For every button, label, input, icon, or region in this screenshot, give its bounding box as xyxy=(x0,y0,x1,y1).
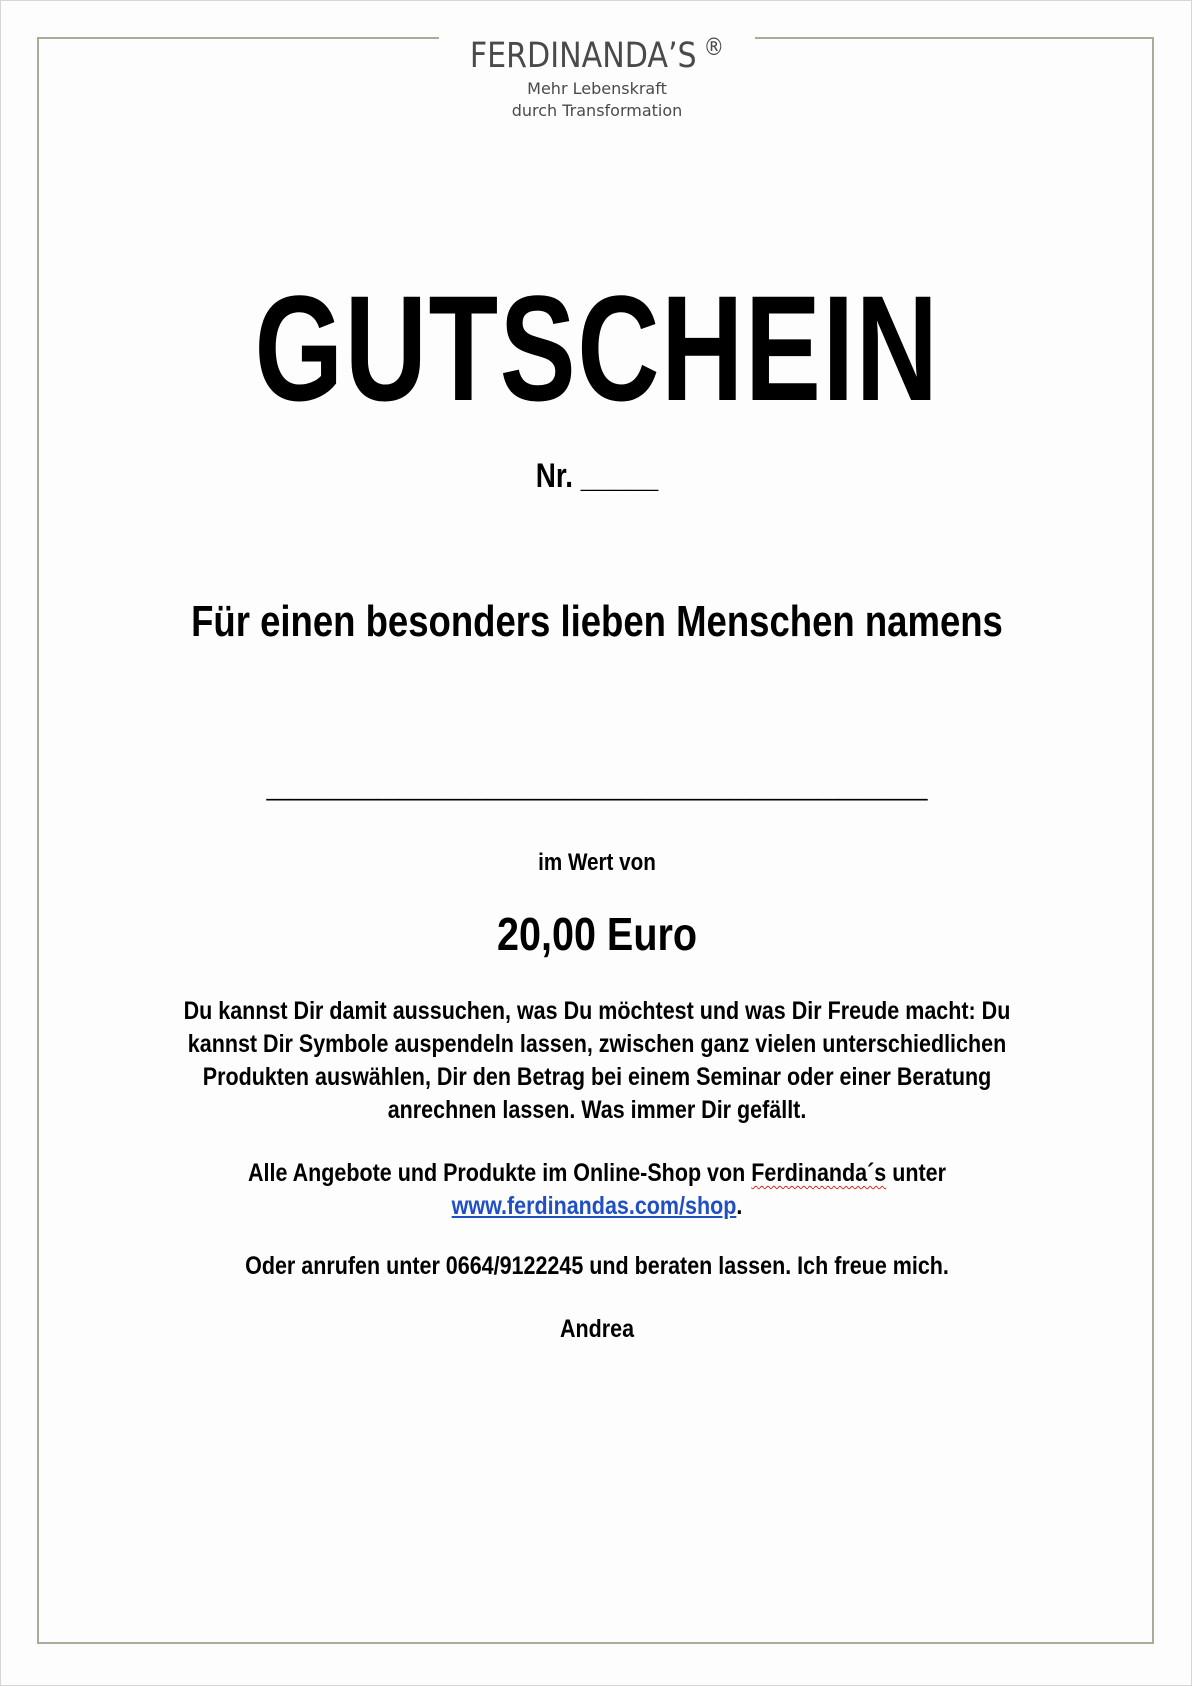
description-paragraph xyxy=(84,995,1109,1127)
logo-title xyxy=(461,25,733,78)
voucher-number-field: Nr. _____ xyxy=(535,457,659,495)
shop-text-prefix: Alle Angebote und Produkte im Online-Shop von xyxy=(247,1159,752,1187)
description-line: Du kannst Dir damit aussuchen, was Du möchtest und was Dir Freude macht: Du xyxy=(183,997,1011,1025)
shop-text-suffix: unter xyxy=(886,1159,946,1187)
voucher-title: GUTSCHEIN xyxy=(254,264,940,432)
logo-brand: FERDINANDA’S xyxy=(469,36,697,76)
shop-line xyxy=(84,1157,1109,1190)
description-line: kannst Dir Symbole auspendeln lassen, zwischen ganz vielen unterschiedlichen xyxy=(187,1030,1007,1058)
recipient-name-line: ______________________________ xyxy=(266,756,928,805)
link-period: . xyxy=(736,1192,743,1220)
registered-mark: ® xyxy=(703,33,725,61)
logo-tagline-1: Mehr Lebenskraft xyxy=(527,79,667,98)
shop-link-line xyxy=(84,1190,1109,1223)
description-line: Produkten auswählen, Dir den Betrag bei einem Seminar oder einer Beratung xyxy=(202,1063,992,1091)
brand-logo xyxy=(439,23,755,122)
signature: Andrea xyxy=(559,1315,635,1343)
description-line: anrechnen lassen. Was immer Dir gefällt. xyxy=(387,1096,807,1124)
value-label: im Wert von xyxy=(538,849,656,876)
shop-paragraph xyxy=(84,1157,1109,1223)
value-amount[interactable]: 20,00 Euro xyxy=(496,908,698,960)
contact-paragraph: Oder anrufen unter 0664/9122245 und beraten lassen. Ich freue mich. xyxy=(245,1252,949,1280)
shop-link[interactable]: www.ferdinandas.com/shop xyxy=(451,1192,737,1220)
logo-tagline-2: durch Transformation xyxy=(511,101,683,120)
brand-name-spellcheck: Ferdinanda´s xyxy=(751,1159,887,1187)
recipient-text: Für einen besonders lieben Menschen namens xyxy=(191,597,1003,646)
